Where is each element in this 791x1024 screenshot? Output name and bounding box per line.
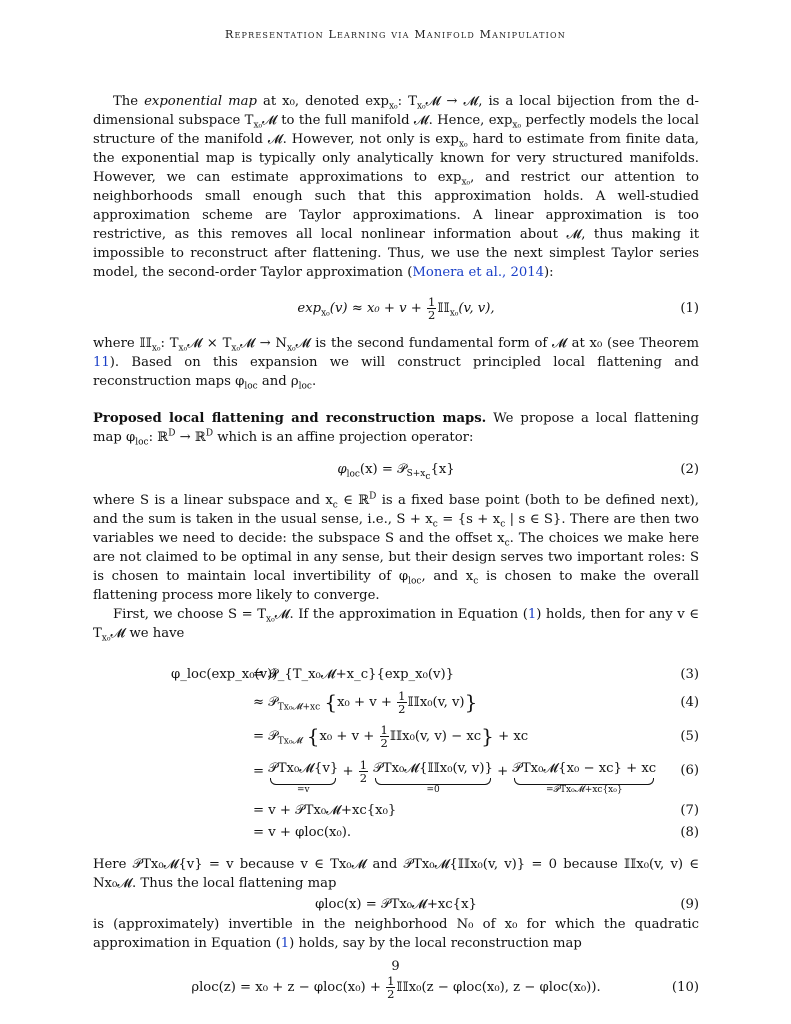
- running-header: Representation Learning via Manifold Manipulation: [225, 28, 566, 41]
- page-body: [93, 92, 699, 1007]
- paragraph-choose-s: First, we choose $S = T_{x_0}𝓜$. If the approximation in Equation (1) holds, then for any v ∈ $T_{x_0}𝓜$ we have: [93, 607, 699, 644]
- equation-7: = v + 𝒫Tx₀𝓜+xc{x₀} (7): [253, 802, 699, 818]
- equation-2: $\varphi_{loc}(x)$ = 𝒫$_{S+x_c}${x} (2): [337, 461, 699, 482]
- equation-10: ρloc(z) = x₀ + z − φloc(x₀) + $\frac{1}{2}$ 𝕀𝕀x₀(z − φloc(x₀), z − φloc(x₀)). (10): [191, 973, 699, 1001]
- paragraph-exponential-map: The exponential map at x₀, denoted $\exp_{x_0}$: $T_{x_0}𝓜$ → 𝓜, is a local bijection from the d-dimensional subspace $T_{x_0}𝓜$ to the full manifold 𝓜. Hence, $\exp_{x_0}$ perfectly models the local structure of the manifold 𝓜. However, not only is $\exp_{x_0}$ hard to estimate from finite data, the exponential map is typically only analytically known for very structured manifolds. However, we can estimate approximations to $\exp_{x_0}$, and restrict our attention to neighborhoods small enough such that this approximation holds. A well-studied approximation scheme are Taylor approximations. A linear approximation is too restrictive, as this removes all local nonlinear information about 𝓜, thus making it impossible to reconstruct after flattening. Thus, we use the next simplest Taylor series model, the second-order Taylor approximation (Monera et al., 2014):: [93, 94, 699, 280]
- paragraph-subspace-offset: where S is a linear subspace and $x_c$ ∈ ℝ$^D$ is a fixed base point (both to be defined next), and the sum is taken in the usual sense, i.e., $S + x_c = \{s + x_c$ | s ∈ S}. There are then two variables we need to decide: the subspace S and the offset $x_c$. The choices we make here are not claimed to be optimal in any sense, but their design serves two important roles: S is chosen to maintain local invertibility of $\varphi_{loc}$, and $x_c$ is chosen to make the overall flattening process more likely to converge.: [93, 491, 700, 603]
- equation-derivation: [93, 663, 699, 843]
- theorem-link[interactable]: 11: [93, 355, 110, 370]
- citation-link[interactable]: Monera et al., 2014: [412, 265, 545, 280]
- paragraph-here-projection: Here 𝒫Tx₀𝓜{v} = v because v ∈ Tx₀𝓜 and 𝒫Tx₀𝓜{𝕀𝕀x₀(v, v)} = 0 because 𝕀𝕀x₀(v, v) ∈ Nx₀𝓜. Thus the local flattening map: [93, 857, 699, 891]
- equation-9: φloc(x) = 𝒫Tx₀𝓜+xc{x} (9): [315, 896, 699, 912]
- equation-number: (2): [680, 461, 699, 477]
- equation-5: = 𝒫$_{Tx_0𝓜}$ {x₀ + v + $\frac{1}{2}$ 𝕀𝕀x₀(v, v) − xc} + xc (5): [253, 722, 699, 750]
- equation-3: φ_loc(exp_x₀(v)) = 𝒫_{T_x₀𝓜+x_c}{exp_x₀(v)} (3): [171, 666, 699, 682]
- equation-8: = v + φloc(x₀). (8): [253, 824, 699, 840]
- equation-number: (1): [680, 300, 699, 316]
- underbrace-term: 𝒫Tx₀𝓜{x₀ − xc} + xc =𝒫Tx₀𝓜+xc{x₀}: [512, 761, 657, 795]
- equation-link[interactable]: 1: [527, 607, 537, 622]
- underbrace-term: 𝒫Tx₀𝓜{v} =v: [268, 761, 339, 795]
- equation-link[interactable]: 1: [280, 936, 290, 951]
- equation-6: = 𝒫Tx₀𝓜{v} =v + $\frac{1}{2}$ 𝒫Tx₀𝓜{𝕀𝕀x₀(v, v)} =0 + 𝒫Tx₀𝓜{x₀ − xc} + xc =𝒫Tx₀𝓜+xc{x₀} (6): [253, 758, 699, 795]
- section-heading: Proposed local flattening and reconstruction maps.: [93, 411, 487, 426]
- paragraph-second-fundamental-form: where 𝕀𝕀$_{x_0}$: $T_{x_0}𝓜$ × $T_{x_0}𝓜$ → $N_{x_0}𝓜$ is the second fundamental form of 𝓜 at x₀ (see Theorem 11). Based on this expansion we will construct principled local flattening and reconstruction maps $\varphi_{loc}$ and $\rho_{loc}$.: [93, 336, 699, 392]
- paragraph-invertible: is (approximately) invertible in the neighborhood N₀ of x₀ for which the quadratic approximation in Equation (1) holds, say by the local reconstruction map: [93, 917, 699, 951]
- paragraph-proposed-maps: Proposed local flattening and reconstruction maps. We propose a local flattening map $\varphi_{loc}$: ℝ$^D$ → ℝ$^D$ which is an affine projection operator:: [93, 411, 699, 448]
- page-number: 9: [391, 959, 400, 974]
- equation-1: $\exp_{x_0}(v) \approx x_0 + v$ + $\frac{1}{2}$ 𝕀𝕀$_{x_0}$(v, v), (1): [297, 294, 699, 322]
- underbrace-term: 𝒫Tx₀𝓜{𝕀𝕀x₀(v, v)} =0: [373, 761, 493, 795]
- equation-4: ≈ 𝒫$_{Tx_0𝓜+xc}$ {x₀ + v + $\frac{1}{2}$ 𝕀𝕀x₀(v, v)} (4): [253, 688, 699, 716]
